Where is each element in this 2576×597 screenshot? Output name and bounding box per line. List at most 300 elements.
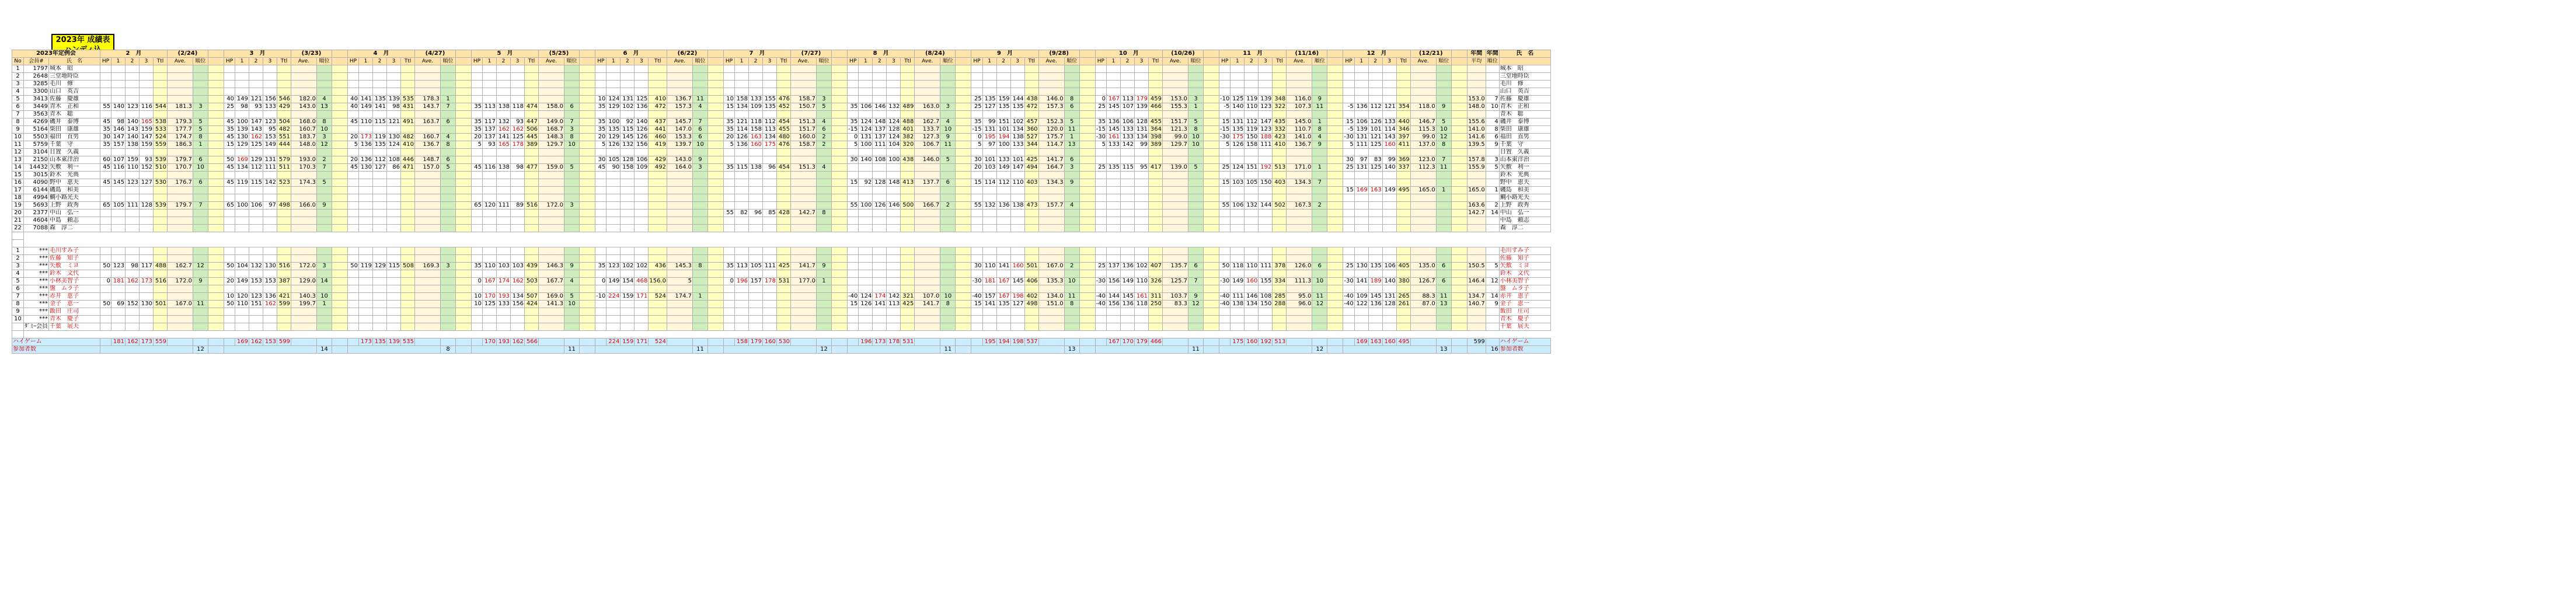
cell: 181: [111, 338, 126, 346]
cell: 25: [224, 103, 235, 111]
cell: [940, 308, 956, 316]
cell: [1436, 225, 1451, 232]
cell: [208, 255, 224, 263]
cell: 131: [1382, 293, 1396, 301]
player-name: 三堂地時臣: [49, 73, 100, 81]
cell: 159.0: [539, 164, 564, 172]
cell: [887, 278, 901, 285]
cell: 137.0: [1410, 141, 1436, 149]
cell: [126, 111, 140, 118]
cell: [649, 194, 667, 202]
cell: 466: [1149, 103, 1163, 111]
cell: [723, 65, 734, 73]
cell: [635, 210, 649, 217]
cell: 111: [1259, 141, 1273, 149]
cell: 3: [1010, 58, 1024, 65]
cell: [1149, 81, 1163, 88]
cell: 25: [1343, 164, 1354, 172]
cell: [291, 285, 317, 293]
cell: [317, 308, 332, 316]
cell: 544: [154, 103, 168, 111]
cell: [1259, 308, 1273, 316]
cell: 7: [1312, 179, 1327, 187]
cell: 163: [748, 134, 762, 141]
cell: [692, 210, 707, 217]
cell: 382: [901, 134, 915, 141]
cell: [692, 65, 707, 73]
cell: [971, 338, 982, 346]
cell: [1231, 210, 1245, 217]
cell: [635, 111, 649, 118]
cell: [291, 172, 317, 179]
cell: [1079, 247, 1095, 255]
cell: 169: [235, 156, 249, 164]
cell: [1436, 65, 1451, 73]
cell: [373, 88, 387, 96]
cell: 6: [12, 285, 24, 293]
cell: 10: [472, 293, 483, 301]
cell: 535: [401, 338, 415, 346]
cell: [1204, 156, 1219, 164]
cell: [748, 194, 762, 202]
cell: [649, 202, 667, 210]
cell: [873, 194, 887, 202]
cell: [887, 164, 901, 172]
cell: [224, 194, 235, 202]
cell: [1163, 149, 1188, 156]
cell: [525, 88, 539, 96]
cell: [816, 293, 831, 301]
cell: 288: [1273, 301, 1287, 308]
cell: [291, 255, 317, 263]
cell: [1107, 270, 1121, 278]
cell: [1354, 247, 1368, 255]
cell: HP: [224, 58, 235, 65]
cell: [1245, 285, 1259, 293]
cell: [1343, 316, 1354, 323]
cell: [472, 285, 483, 293]
cell: [580, 225, 595, 232]
cell: [748, 187, 762, 194]
cell: [1259, 187, 1273, 194]
cell: [415, 247, 441, 255]
cell: [971, 88, 982, 96]
cell: 174.7: [168, 134, 193, 141]
cell: 6: [1064, 103, 1079, 111]
cell: [1327, 247, 1343, 255]
cell: 35: [1095, 118, 1106, 126]
cell: [111, 81, 126, 88]
cell: 125: [511, 134, 525, 141]
cell: 65: [472, 202, 483, 210]
cell: [580, 141, 595, 149]
cell: 136: [1107, 118, 1121, 126]
cell: [776, 149, 790, 156]
cell: [497, 255, 511, 263]
separator-row: [12, 232, 1551, 240]
cell: [168, 88, 193, 96]
cell: [1107, 194, 1121, 202]
cell: [1327, 225, 1343, 232]
cell: [456, 210, 472, 217]
cell: [1079, 88, 1095, 96]
cell: 50: [1219, 263, 1231, 270]
cell: [1327, 111, 1343, 118]
cell: 143.7: [415, 103, 441, 111]
player-name: 中島 頼志: [49, 217, 100, 225]
cell: 471: [401, 164, 415, 172]
cell: 131: [1354, 164, 1368, 172]
cell: [415, 194, 441, 202]
cell: [1436, 338, 1451, 346]
cell: [168, 210, 193, 217]
cell: [1396, 96, 1410, 103]
cell: [901, 73, 915, 81]
cell: [734, 81, 748, 88]
cell: [332, 134, 348, 141]
cell: [1121, 285, 1135, 293]
cell: 35: [472, 126, 483, 134]
cell: [635, 65, 649, 73]
cell: [887, 210, 901, 217]
cell: [140, 316, 154, 323]
cell: [790, 301, 816, 308]
cell: [168, 65, 193, 73]
player-name-right: 盤 ムラ子: [1499, 285, 1550, 293]
cell: [748, 225, 762, 232]
cell: [692, 172, 707, 179]
cell: 110: [1245, 103, 1259, 111]
cell: 153.0: [1468, 96, 1485, 102]
cell: [1204, 103, 1219, 111]
cell: 2: [816, 134, 831, 141]
cell: [332, 338, 348, 346]
cell: 439: [525, 263, 539, 270]
cell: HP: [348, 58, 359, 65]
cell: 10: [1188, 141, 1204, 149]
cell: 111: [1231, 293, 1245, 301]
cell: [1287, 323, 1312, 331]
cell: [277, 111, 291, 118]
cell: [859, 285, 873, 293]
cell: [748, 217, 762, 225]
cell: [387, 202, 401, 210]
cell: [1436, 285, 1451, 293]
cell: [762, 194, 776, 202]
player-name: 青木 聡: [49, 111, 100, 118]
cell: 516: [154, 278, 168, 285]
cell: 104: [887, 141, 901, 149]
cell: 139.5: [1468, 141, 1485, 148]
cell: [511, 111, 525, 118]
cell: [1163, 308, 1188, 316]
cell: 5: [1343, 141, 1354, 149]
cell: [956, 141, 971, 149]
cell: [1451, 323, 1467, 331]
cell: [359, 194, 373, 202]
cell: 131: [982, 126, 996, 134]
cell: 5: [193, 118, 208, 126]
cell: [707, 149, 723, 156]
cell: [456, 126, 472, 134]
cell: [1064, 210, 1079, 217]
cell: [1079, 179, 1095, 187]
cell: [1382, 270, 1396, 278]
cell: 127.3: [915, 134, 940, 141]
cell: 112: [1245, 118, 1259, 126]
cell: 7: [1188, 278, 1204, 285]
cell: [1204, 172, 1219, 179]
cell: 10: [193, 164, 208, 172]
cell: 454: [776, 118, 790, 126]
cell: 1: [1312, 118, 1327, 126]
cell: [511, 285, 525, 293]
cell: [847, 346, 940, 354]
cell: [525, 73, 539, 81]
cell: [956, 217, 971, 225]
member-row: [12, 141, 1551, 149]
cell: [831, 156, 847, 164]
cell: [707, 187, 723, 194]
player-name-right: 小林美智子: [1499, 278, 1550, 285]
cell: 100: [235, 202, 249, 210]
cell: [415, 225, 441, 232]
cell: 2: [996, 58, 1010, 65]
cell: [168, 81, 193, 88]
cell: [441, 225, 456, 232]
cell: 2: [373, 58, 387, 65]
cell: [971, 316, 982, 323]
cell: [111, 210, 126, 217]
cell: [1451, 141, 1467, 149]
cell: [1038, 149, 1064, 156]
cell: [1095, 285, 1106, 293]
cell: [332, 88, 348, 96]
cell: [317, 210, 332, 217]
cell: 161: [1107, 134, 1121, 141]
cell: [1064, 217, 1079, 225]
cell: 148: [887, 179, 901, 187]
cell: [1436, 323, 1451, 331]
cell: 9: [317, 202, 332, 210]
cell: [748, 255, 762, 263]
cell: [723, 81, 734, 88]
cell: [277, 270, 291, 278]
cell: 134: [1010, 126, 1024, 134]
player-name-right: 福田 直男: [1499, 134, 1550, 141]
cell: HP: [472, 58, 483, 65]
cell: 173: [140, 278, 154, 285]
cell: [564, 111, 580, 118]
cell: [1135, 323, 1149, 331]
cell: [1436, 247, 1451, 255]
cell: 111: [497, 202, 511, 210]
cell: 114: [982, 179, 996, 187]
cell: [12, 323, 24, 331]
player-name: 日置 久義: [49, 149, 100, 156]
cell: 164.7: [1038, 164, 1064, 172]
cell: -40: [1220, 293, 1230, 299]
cell: [635, 172, 649, 179]
cell: [580, 118, 595, 126]
cell: [940, 111, 956, 118]
cell: [723, 323, 734, 331]
cell: [621, 308, 635, 316]
cell: [1219, 194, 1231, 202]
cell: 167: [1107, 338, 1121, 346]
cell: [1312, 323, 1327, 331]
cell: [373, 308, 387, 316]
cell: [1149, 172, 1163, 179]
cell: [580, 316, 595, 323]
cell: [1312, 217, 1327, 225]
cell: [539, 187, 564, 194]
cell: [1451, 202, 1467, 210]
cell: [649, 73, 667, 81]
cell: [208, 217, 224, 225]
cell: 145: [111, 179, 126, 187]
cell: [224, 270, 235, 278]
cell: 110: [126, 164, 140, 172]
cell: [539, 194, 564, 202]
cell: [208, 210, 224, 217]
cell: 5: [1188, 164, 1204, 172]
cell: 143: [1382, 134, 1396, 141]
cell: [762, 255, 776, 263]
cell: [483, 179, 497, 187]
cell: 10: [723, 96, 734, 103]
cell: 25: [971, 96, 982, 103]
cell: [982, 210, 996, 217]
cell: 334: [1273, 278, 1287, 285]
cell: 10: [940, 293, 956, 301]
cell: [1486, 316, 1499, 323]
cell: [649, 217, 667, 225]
cell: [635, 285, 649, 293]
cell: 8: [816, 210, 831, 217]
cell: [1287, 316, 1312, 323]
cell: [1259, 156, 1273, 164]
cell: 21: [12, 217, 24, 225]
member-row: [12, 81, 1551, 88]
cell: [1188, 255, 1204, 263]
cell: [723, 202, 734, 210]
cell: [1245, 217, 1259, 225]
cell: 440: [1396, 118, 1410, 126]
cell: 152.3: [1038, 118, 1064, 126]
cell: -30: [972, 278, 982, 284]
cell: [111, 323, 126, 331]
cell: [401, 316, 415, 323]
cell: [1024, 225, 1038, 232]
cell: [1451, 293, 1467, 301]
cell: [1204, 323, 1219, 331]
cell: 123: [249, 293, 263, 301]
cell: [277, 81, 291, 88]
cell: 163.0: [915, 103, 940, 111]
cell: [776, 156, 790, 164]
cell: [956, 58, 971, 65]
cell: HP: [723, 58, 734, 65]
cell: [1354, 81, 1368, 88]
month-date: (6/22): [667, 50, 707, 58]
cell: [525, 285, 539, 293]
cell: [847, 187, 858, 194]
cell: [1467, 217, 1486, 225]
cell: 136: [1368, 301, 1382, 308]
cell: 5: [723, 141, 734, 149]
cell: [1219, 73, 1231, 81]
cell: [692, 270, 707, 278]
cell: 1: [606, 58, 621, 65]
cell: 13: [12, 156, 24, 164]
cell: 441: [649, 126, 667, 134]
cell: 100: [235, 118, 249, 126]
cell: [1451, 81, 1467, 88]
cell: [1188, 270, 1204, 278]
cell: [249, 81, 263, 88]
cell: 369: [1396, 156, 1410, 164]
cell: ハイゲーム: [1499, 338, 1550, 346]
cell: 101: [1010, 156, 1024, 164]
cell: [291, 187, 317, 194]
cell: 126: [859, 301, 873, 308]
cell: 136: [734, 141, 748, 149]
cell: 537: [1024, 338, 1038, 346]
cell: [1079, 293, 1095, 301]
cell: 101: [996, 126, 1010, 134]
cell: [441, 172, 456, 179]
cell: [982, 88, 996, 96]
cell: [348, 194, 359, 202]
cell: [249, 149, 263, 156]
cell: 1: [692, 293, 707, 301]
cell: 130: [140, 301, 154, 308]
cell: [373, 73, 387, 81]
cell: 141.0: [1468, 126, 1485, 132]
cell: 10: [472, 301, 483, 308]
cell: 106: [249, 202, 263, 210]
cell: [1219, 308, 1231, 316]
cell: [249, 111, 263, 118]
cell: [971, 194, 982, 202]
cell: [126, 247, 140, 255]
cell: [1135, 247, 1149, 255]
cell: [790, 285, 816, 293]
cell: [915, 278, 940, 285]
cell: [483, 73, 497, 81]
cell: ***: [24, 255, 49, 263]
separator-row: [12, 331, 1551, 338]
cell: [1079, 323, 1095, 331]
cell: [332, 263, 348, 270]
cell: [776, 111, 790, 118]
cell: 15: [12, 172, 24, 179]
cell: -40: [972, 293, 982, 299]
cell: [249, 323, 263, 331]
cell: 158.0: [539, 103, 564, 111]
cell: [208, 126, 224, 134]
cell: [1095, 210, 1106, 217]
cell: [847, 73, 858, 81]
cell: [154, 187, 168, 194]
cell: 360: [1024, 126, 1038, 134]
cell: [901, 81, 915, 88]
cell: 162: [249, 134, 263, 141]
cell: 133: [263, 103, 277, 111]
cell: [1121, 88, 1135, 96]
cell: [1010, 323, 1024, 331]
